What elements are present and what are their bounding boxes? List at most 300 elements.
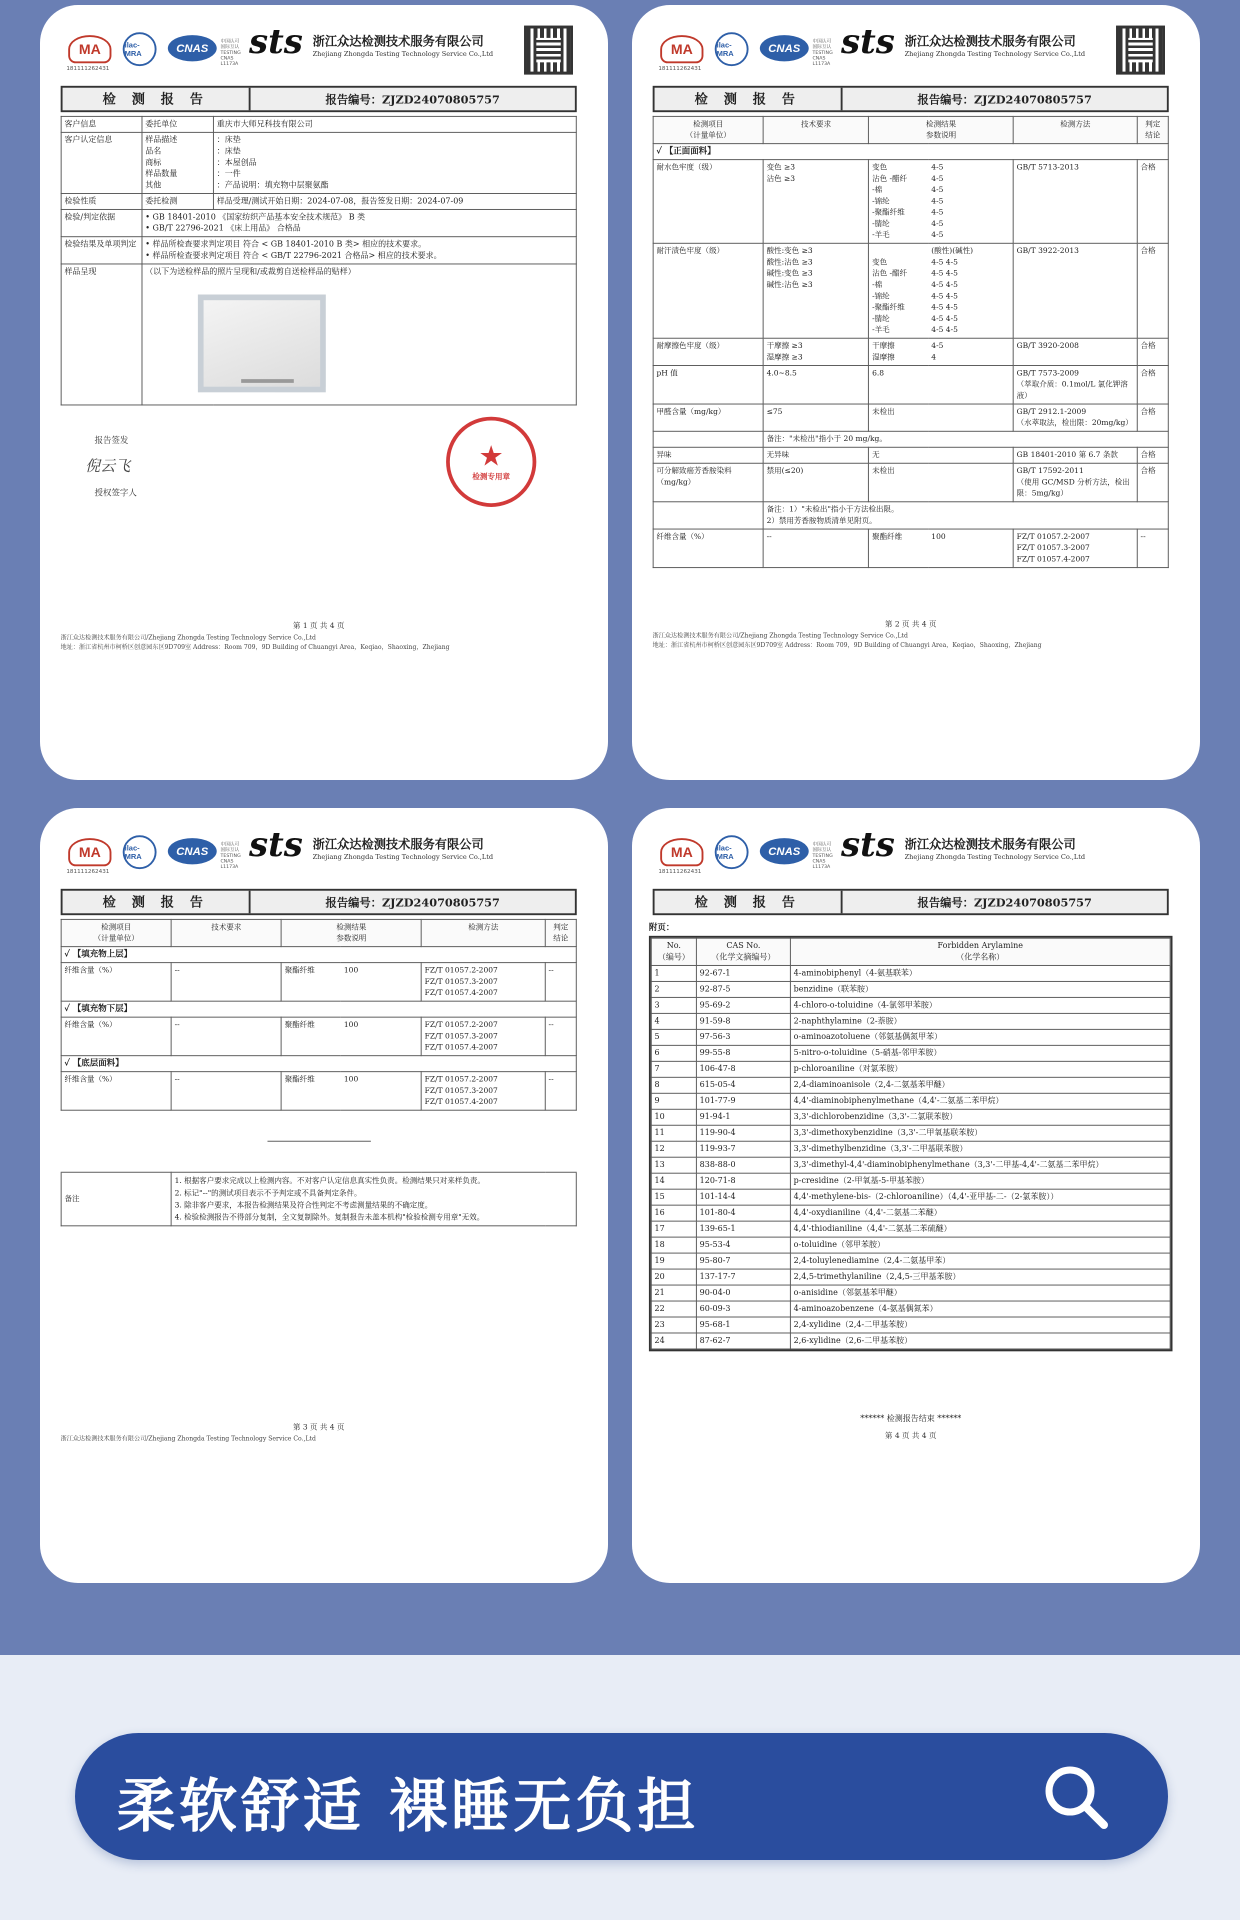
table-row — [651, 1109, 1170, 1125]
col-header: Forbidden Arylamine （化学名称） — [790, 938, 1170, 965]
arylamine-cas: 90-04-0 — [696, 1285, 790, 1301]
test-method: GB/T 7573-2009 （萃取介质：0.1mol/L 氯化钾溶液） — [1013, 365, 1137, 404]
report-page-3-card — [40, 808, 608, 1583]
section-row — [61, 1056, 576, 1072]
arylamine-cas: 91-94-1 — [696, 1109, 790, 1125]
report-title: 检 测 报 告 — [655, 891, 843, 914]
table-row — [61, 264, 576, 405]
result-label: 变色 沾色 -醋纤 -棉 -锦纶 -聚酯纤维 -腈纶 -羊毛 — [869, 160, 929, 244]
arylamine-cas: 99-55-8 — [696, 1045, 790, 1061]
arylamine-rows — [651, 965, 1170, 1349]
footer-company: 浙江众达检测技术服务有限公司/Zhejiang Zhongda Testing Technology Service Co.,Ltd — [652, 631, 908, 640]
verdict: 合格 — [1137, 447, 1168, 463]
table-row — [651, 1045, 1170, 1061]
test-requirement: 变色 ≥3 沾色 ≥3 — [763, 160, 869, 244]
report-page-4-card — [632, 808, 1200, 1583]
signature: 倪云飞 — [85, 457, 131, 475]
fiber-name: 聚酯纤维 — [281, 1072, 341, 1111]
test-method: GB/T 5713-2013 — [1013, 160, 1137, 244]
note-text: 备注：1）"未检出"指小于方法检出限。 2）禁用芳香胺物质清单见附页。 — [763, 502, 1168, 529]
report-header — [61, 825, 577, 885]
arylamine-cas: 95-53-4 — [696, 1237, 790, 1253]
cnas-subtext: 中国认可 国际互认 TESTING CNAS L1173A — [812, 841, 833, 871]
verdict: -- — [545, 1072, 576, 1111]
test-item: 异味 — [653, 447, 763, 463]
cma-logo: MA — [68, 35, 111, 63]
table-row — [61, 1017, 576, 1056]
company-name-cn: 浙江众达检测技术服务有限公司 — [312, 35, 484, 50]
arylamine-no: 17 — [651, 1221, 696, 1237]
remarks-row — [61, 1172, 576, 1226]
col-header: 检测项目 （计量单位） — [653, 116, 763, 143]
report-number: 报告编号：ZJZD24070805757 — [325, 895, 500, 910]
table-header-row — [61, 919, 576, 946]
table-row — [651, 1013, 1170, 1029]
test-method: GB/T 3920-2008 — [1013, 338, 1137, 365]
arylamine-cas: 106-47-8 — [696, 1061, 790, 1077]
company-name-en: Zhejiang Zhongda Testing Technology Service Co.,Ltd — [312, 853, 494, 861]
cnas-logo: CNAS — [760, 838, 809, 864]
table-row — [651, 981, 1170, 997]
footer-company: 浙江众达检测技术服务有限公司/Zhejiang Zhongda Testing Technology Service Co.,Ltd — [60, 1434, 316, 1443]
table-row — [651, 997, 1170, 1013]
test-item: 甲醛含量（mg/kg） — [653, 404, 763, 431]
arylamine-cas: 87-62-7 — [696, 1333, 790, 1349]
arylamine-cas: 92-67-1 — [696, 965, 790, 981]
row-value: （以下为送检样品的照片呈现和/或裁剪自送检样品的贴样） — [145, 267, 356, 277]
test-method: FZ/T 01057.2-2007 FZ/T 01057.3-2007 FZ/T 01057.4-2007 — [421, 1017, 545, 1056]
report-page-2-card — [632, 5, 1200, 780]
spacer-row — [61, 1110, 576, 1172]
arylamine-cas: 95-80-7 — [696, 1253, 790, 1269]
result-label: 干摩擦 湿摩擦 — [869, 338, 929, 365]
star-icon: ★ — [478, 439, 504, 473]
arylamine-cas: 119-90-4 — [696, 1125, 790, 1141]
company-name-cn: 浙江众达检测技术服务有限公司 — [312, 838, 484, 853]
test-item: 纤维含量（%） — [61, 1072, 171, 1111]
arylamine-name: o-toluidine（邻甲苯胺） — [790, 1237, 1170, 1253]
col-header: 检测项目 （计量单位） — [61, 919, 171, 946]
arylamine-no: 10 — [651, 1109, 696, 1125]
sts-logo: sts — [249, 824, 303, 865]
test-item: 可分解致癌芳香胺染料（mg/kg） — [653, 463, 763, 502]
row-value: 重庆市大师兄科技有限公司 — [213, 116, 576, 132]
row-label: 样品呈现 — [61, 264, 142, 405]
fiber-content-table — [61, 919, 577, 1226]
arylamine-name: 4,4'-methylene-bis-（2-chloroaniline）（4,4'-亚甲基-二-（2-氯苯胺）） — [790, 1189, 1170, 1205]
company-name-cn: 浙江众达检测技术服务有限公司 — [904, 838, 1076, 853]
arylamine-no: 3 — [651, 997, 696, 1013]
test-requirement: -- — [171, 963, 281, 1002]
arylamine-cas: 101-14-4 — [696, 1189, 790, 1205]
sts-logo: sts — [841, 824, 895, 865]
test-method: GB 18401-2010 第 6.7 条款 — [1013, 447, 1137, 463]
arylamine-name: p-cresidine（2-甲氧基-5-甲基苯胺） — [790, 1173, 1170, 1189]
table-row — [651, 1141, 1170, 1157]
row-key: 委托单位 — [142, 116, 213, 132]
verdict: -- — [1137, 529, 1168, 568]
page-number: 第 2 页 共 4 页 — [884, 619, 937, 629]
ilac-mra-logo: ilac-MRA — [123, 835, 157, 869]
test-requirement: 禁用(≤20) — [763, 463, 869, 502]
arylamine-name: 2,4-xylidine（2,4-二甲基苯胺） — [790, 1317, 1170, 1333]
cma-number: 181111262431 — [66, 868, 110, 875]
row-key: 委托检测 — [142, 193, 213, 209]
note-row — [653, 431, 1168, 447]
table-row — [653, 404, 1168, 431]
table-row — [653, 365, 1168, 404]
arylamine-name: 2,4-toluylenediamine（2,4-二氨基甲苯） — [790, 1253, 1170, 1269]
arylamine-table-frame — [649, 936, 1173, 1351]
table-row — [651, 1029, 1170, 1045]
row-label: 客户信息 — [61, 116, 142, 132]
col-header: 技术要求 — [171, 919, 281, 946]
arylamine-no: 18 — [651, 1237, 696, 1253]
test-requirement: 4.0~8.5 — [763, 365, 869, 404]
cnas-logo: CNAS — [168, 35, 217, 61]
report-title-bar — [61, 86, 577, 112]
row-key: 样品描述 品名 商标 样品数量 其他 — [142, 132, 213, 193]
arylamine-name: 3,3'-dimethylbenzidine（3,3'-二甲基联苯胺） — [790, 1141, 1170, 1157]
page-number: 第 1 页 共 4 页 — [292, 621, 345, 631]
result-value: 6.8 — [869, 365, 1014, 404]
note-row — [653, 502, 1168, 529]
table-row — [653, 463, 1168, 502]
cma-number: 181111262431 — [658, 868, 702, 875]
arylamine-name: 4-chloro-o-toluidine（4-氯邻甲苯胺） — [790, 997, 1170, 1013]
arylamine-no: 8 — [651, 1077, 696, 1093]
test-method: GB/T 3922-2013 — [1013, 243, 1137, 338]
company-name-cn: 浙江众达检测技术服务有限公司 — [904, 35, 1076, 50]
arylamine-name: 3,3'-dimethoxybenzidine（3,3'-二甲氧基联苯胺） — [790, 1125, 1170, 1141]
test-method: FZ/T 01057.2-2007 FZ/T 01057.3-2007 FZ/T 01057.4-2007 — [1013, 529, 1137, 568]
section-title: ✓ 【填充物上层】 — [61, 947, 576, 963]
arylamine-no: 11 — [651, 1125, 696, 1141]
arylamine-cas: 60-09-3 — [696, 1301, 790, 1317]
row-label: 检验性质 — [61, 193, 142, 209]
arylamine-cas: 95-69-2 — [696, 997, 790, 1013]
col-header: 检测方法 — [1013, 116, 1137, 143]
arylamine-table — [651, 938, 1171, 1350]
result-value: 未检出 — [869, 463, 1014, 502]
cma-number: 181111262431 — [66, 65, 110, 72]
verdict: 合格 — [1137, 160, 1168, 244]
arylamine-no: 24 — [651, 1333, 696, 1349]
fiber-value: 100 — [341, 1017, 421, 1056]
sts-logo: sts — [249, 21, 303, 62]
remark-label: 备注 — [61, 1172, 171, 1226]
test-requirement: 无异味 — [763, 447, 869, 463]
table-row — [651, 1157, 1170, 1173]
page-number: 第 4 页 共 4 页 — [884, 1431, 937, 1440]
col-header: 技术要求 — [763, 116, 869, 143]
section-row — [61, 947, 576, 963]
footer-address: 地址：浙江省杭州市柯桥区创意园东区9D709室 Address：Room 709，9D Building of Chuangyi Area，Keqiao，Shaoxing，Zhejiang — [60, 643, 450, 651]
table-row — [651, 1285, 1170, 1301]
row-label: 客户认定信息 — [61, 132, 142, 193]
search-bar[interactable] — [75, 1733, 1168, 1860]
report-header — [653, 22, 1169, 82]
test-results-table — [653, 116, 1169, 568]
fiber-value: 100 — [341, 963, 421, 1002]
result-value: 4-5 4 — [928, 338, 1013, 365]
section-row — [653, 144, 1168, 160]
arylamine-name: 5-nitro-o-toluidine（5-硝基-邻甲苯胺） — [790, 1045, 1170, 1061]
arylamine-no: 22 — [651, 1301, 696, 1317]
table-row — [61, 237, 576, 264]
test-method: GB/T 17592-2011 （使用 GC/MSD 分析方法，检出限：5mg/kg） — [1013, 463, 1137, 502]
sts-logo: sts — [841, 21, 895, 62]
fiber-name: 聚酯纤维 — [281, 1017, 341, 1056]
table-row — [651, 1317, 1170, 1333]
cnas-logo: CNAS — [168, 838, 217, 864]
arylamine-name: 2,4-diaminoanisole（2,4-二氨基苯甲醚） — [790, 1077, 1170, 1093]
test-item: 耐汗渍色牢度（级） — [653, 243, 763, 338]
qr-code-icon — [1116, 26, 1165, 75]
sample-photo — [198, 295, 326, 393]
arylamine-cas: 92-87-5 — [696, 981, 790, 997]
table-row — [651, 1077, 1170, 1093]
col-header: No. （编号） — [651, 938, 696, 965]
arylamine-cas: 139-65-1 — [696, 1221, 790, 1237]
table-row — [61, 132, 576, 193]
verdict: 合格 — [1137, 404, 1168, 431]
report-page-1-card — [40, 5, 608, 780]
col-header: CAS No. （化学文摘编号） — [696, 938, 790, 965]
col-header: 判定 结论 — [545, 919, 576, 946]
verdict: -- — [545, 963, 576, 1002]
table-row — [653, 243, 1168, 338]
report-number: 报告编号：ZJZD24070805757 — [325, 92, 500, 107]
arylamine-cas: 101-77-9 — [696, 1093, 790, 1109]
table-row — [651, 1205, 1170, 1221]
test-item: 纤维含量（%） — [61, 1017, 171, 1056]
report-title: 检 测 报 告 — [63, 88, 251, 111]
arylamine-no: 7 — [651, 1061, 696, 1077]
cma-logo: MA — [68, 838, 111, 866]
arylamine-no: 14 — [651, 1173, 696, 1189]
test-item: 纤维含量（%） — [653, 529, 763, 568]
search-bar-text: 柔软舒适 裸睡无负担 — [117, 1772, 700, 1840]
table-row — [651, 1189, 1170, 1205]
arylamine-name: o-anisidine（邻氨基苯甲醚） — [790, 1285, 1170, 1301]
report-end-text: ****** 检测报告结束 ****** — [860, 1414, 962, 1424]
test-requirement: -- — [763, 529, 869, 568]
arylamine-name: 4,4'-oxydianiline（4,4'-二氨基二苯醚） — [790, 1205, 1170, 1221]
cma-logo: MA — [660, 838, 703, 866]
arylamine-no: 5 — [651, 1029, 696, 1045]
report-title-bar — [61, 889, 577, 915]
arylamine-name: 2,6-xylidine（2,6-二甲基苯胺） — [790, 1333, 1170, 1349]
table-row — [61, 1072, 576, 1111]
note-text: 备注："未检出"指小于 20 mg/kg。 — [763, 431, 1168, 447]
arylamine-no: 12 — [651, 1141, 696, 1157]
col-header: 检测结果 参数说明 — [281, 919, 421, 946]
remark-text: 1. 根据客户要求完成以上检测内容。不对客户认定信息真实性负责。检测结果只对来样负责。 2. 标记"--"的测试项目表示不予判定或不具备判定条件。 3. 除非客户要求，本报告检测结果及符合性判定不考虑测量结果的不确定度。 4. 检验检测报告不得部分复制，全文复制除外。复制报告未盖本机构"检验检测专用章"无效。 — [171, 1172, 576, 1226]
sample-cell — [142, 264, 576, 405]
arylamine-no: 20 — [651, 1269, 696, 1285]
section-title: ✓ 【正面面料】 — [653, 144, 1168, 160]
row-label: 检验/判定依据 — [61, 209, 142, 236]
arylamine-name: 4,4'-thiodianiline（4,4'-二氨基二苯硫醚） — [790, 1221, 1170, 1237]
verdict: 合格 — [1137, 365, 1168, 404]
arylamine-cas: 137-17-7 — [696, 1269, 790, 1285]
table-row — [653, 160, 1168, 244]
test-method: GB/T 2912.1-2009 （水萃取法，检出限：20mg/kg） — [1013, 404, 1137, 431]
test-item: 耐水色牢度（级） — [653, 160, 763, 244]
result-value: 无 — [869, 447, 1014, 463]
footer-address: 地址：浙江省杭州市柯桥区创意园东区9D709室 Address：Room 709，9D Building of Chuangyi Area，Keqiao，Shaoxing，Zhejiang — [652, 641, 1042, 649]
company-name-en: Zhejiang Zhongda Testing Technology Service Co.,Ltd — [312, 50, 494, 58]
inspection-seal — [446, 417, 536, 507]
arylamine-no: 6 — [651, 1045, 696, 1061]
company-name-en: Zhejiang Zhongda Testing Technology Service Co.,Ltd — [904, 50, 1086, 58]
table-row — [653, 529, 1168, 568]
arylamine-no: 21 — [651, 1285, 696, 1301]
table-row — [651, 1333, 1170, 1349]
table-row — [651, 1061, 1170, 1077]
arylamine-name: p-chloroaniline（对氯苯胺） — [790, 1061, 1170, 1077]
report-number: 报告编号：ZJZD24070805757 — [917, 895, 1092, 910]
table-row — [651, 1301, 1170, 1317]
arylamine-cas: 95-68-1 — [696, 1317, 790, 1333]
arylamine-cas: 119-93-7 — [696, 1141, 790, 1157]
table-row — [653, 338, 1168, 365]
report-header — [61, 22, 577, 82]
row-value: • 样品所检查要求判定项目 符合 < GB 18401-2010 B 类> 相应的技术要求。 • 样品所检查要求判定项目 符合 < GB/T 22796-2021 合格品> 相应的技术要求。 — [142, 237, 576, 264]
arylamine-name: 3,3'-dichlorobenzidine（3,3'-二氯联苯胺） — [790, 1109, 1170, 1125]
result-label: 聚酯纤维 — [869, 529, 929, 568]
ilac-mra-logo: ilac-MRA — [123, 32, 157, 66]
arylamine-no: 19 — [651, 1253, 696, 1269]
report-number: 报告编号：ZJZD24070805757 — [917, 92, 1092, 107]
cnas-subtext: 中国认可 国际互认 TESTING CNAS L1173A — [220, 38, 241, 68]
ilac-mra-logo: ilac-MRA — [715, 835, 749, 869]
cnas-logo: CNAS — [760, 35, 809, 61]
arylamine-name: 2,4,5-trimethylaniline（2,4,5-三甲基苯胺） — [790, 1269, 1170, 1285]
table-row — [651, 1093, 1170, 1109]
test-item: 纤维含量（%） — [61, 963, 171, 1002]
row-label: 检验结果及单项判定 — [61, 237, 142, 264]
arylamine-name: 4-aminobiphenyl（4-氨基联苯） — [790, 965, 1170, 981]
seal-text: 检测专用章 — [472, 471, 510, 481]
table-row — [651, 1173, 1170, 1189]
table-row — [61, 963, 576, 1002]
table-row — [651, 965, 1170, 981]
arylamine-no: 16 — [651, 1205, 696, 1221]
verdict: 合格 — [1137, 338, 1168, 365]
test-requirement: ≤75 — [763, 404, 869, 431]
appendix-label: 附页： — [648, 923, 675, 934]
arylamine-no: 1 — [651, 965, 696, 981]
divider — [267, 1141, 370, 1142]
client-info-table — [61, 116, 577, 406]
arylamine-no: 15 — [651, 1189, 696, 1205]
arylamine-name: 2-naphthylamine（2-萘胺） — [790, 1013, 1170, 1029]
arylamine-no: 2 — [651, 981, 696, 997]
arylamine-no: 13 — [651, 1157, 696, 1173]
test-item: 耐摩擦色牢度（级） — [653, 338, 763, 365]
result-label: 变色 沾色 -醋纤 -棉 -锦纶 -聚酯纤维 -腈纶 -羊毛 — [869, 243, 929, 338]
cma-logo: MA — [660, 35, 703, 63]
verdict: -- — [545, 1017, 576, 1056]
report-title-bar — [653, 86, 1169, 112]
arylamine-name: 4-aminoazobenzene（4-氨基偶氮苯） — [790, 1301, 1170, 1317]
col-header: 检测结果 参数说明 — [869, 116, 1014, 143]
fiber-name: 聚酯纤维 — [281, 963, 341, 1002]
result-value: 未检出 — [869, 404, 1014, 431]
section-row — [61, 1001, 576, 1017]
test-requirement: 干摩擦 ≥3 湿摩擦 ≥3 — [763, 338, 869, 365]
table-header-row — [651, 938, 1170, 965]
result-value: 100 — [928, 529, 1013, 568]
table-header-row — [653, 116, 1168, 143]
page-number: 第 3 页 共 4 页 — [292, 1422, 345, 1432]
table-row — [651, 1269, 1170, 1285]
table-row — [651, 1253, 1170, 1269]
row-value: ：床垫 ：床垫 ：本屋创品 ：一件 ：产品说明：填充物中层聚氨酯 — [213, 132, 576, 193]
ilac-mra-logo: ilac-MRA — [715, 32, 749, 66]
cnas-subtext: 中国认可 国际互认 TESTING CNAS L1173A — [812, 38, 833, 68]
sign-label: 报告签发 — [94, 436, 129, 446]
qr-code-icon — [524, 26, 573, 75]
test-method: FZ/T 01057.2-2007 FZ/T 01057.3-2007 FZ/T 01057.4-2007 — [421, 963, 545, 1002]
arylamine-no: 23 — [651, 1317, 696, 1333]
table-row — [651, 1125, 1170, 1141]
table-row — [61, 209, 576, 236]
row-value: 样品受理/测试开始日期：2024-07-08，报告签发日期：2024-07-09 — [213, 193, 576, 209]
row-value: • GB 18401-2010 《国家纺织产品基本安全技术规范》 B 类 • GB/T 22796-2021 《床上用品》 合格品 — [142, 209, 576, 236]
search-icon[interactable] — [1040, 1761, 1112, 1833]
signer-label: 授权签字人 — [94, 489, 137, 499]
arylamine-cas: 615-05-4 — [696, 1077, 790, 1093]
arylamine-cas: 101-80-4 — [696, 1205, 790, 1221]
verdict: 合格 — [1137, 463, 1168, 502]
section-title: ✓ 【填充物下层】 — [61, 1001, 576, 1017]
col-header: 检测方法 — [421, 919, 545, 946]
report-title: 检 测 报 告 — [655, 88, 843, 111]
fiber-value: 100 — [341, 1072, 421, 1111]
test-requirement: -- — [171, 1072, 281, 1111]
result-value: 4-5 4-5 4-5 4-5 4-5 4-5 4-5 — [928, 160, 1013, 244]
cma-number: 181111262431 — [658, 65, 702, 72]
table-row — [61, 193, 576, 209]
cnas-subtext: 中国认可 国际互认 TESTING CNAS L1173A — [220, 841, 241, 871]
test-requirement: 酸性:变色 ≥3 酸性:沾色 ≥3 碱性:变色 ≥3 碱性:沾色 ≥3 — [763, 243, 869, 338]
verdict: 合格 — [1137, 243, 1168, 338]
arylamine-cas: 91-59-8 — [696, 1013, 790, 1029]
result-value: (酸性)(碱性) 4-5 4-5 4-5 4-5 4-5 4-5 4-5 4-5 4-5 4-5 4-5 4-5 4-5 4-5 — [928, 243, 1013, 338]
section-title: ✓ 【底层面料】 — [61, 1056, 576, 1072]
table-row — [653, 447, 1168, 463]
test-method: FZ/T 01057.2-2007 FZ/T 01057.3-2007 FZ/T 01057.4-2007 — [421, 1072, 545, 1111]
arylamine-cas: 838-88-0 — [696, 1157, 790, 1173]
arylamine-no: 9 — [651, 1093, 696, 1109]
report-title-bar — [653, 889, 1169, 915]
arylamine-name: o-aminoazotoluene（邻氨基偶氮甲苯） — [790, 1029, 1170, 1045]
arylamine-name: 3,3'-dimethyl-4,4'-diaminobiphenylmethane（3,3'-二甲基-4,4'-二氨基二苯甲烷） — [790, 1157, 1170, 1173]
footer-company: 浙江众达检测技术服务有限公司/Zhejiang Zhongda Testing Technology Service Co.,Ltd — [60, 633, 316, 642]
report-title: 检 测 报 告 — [63, 891, 251, 914]
arylamine-cas: 97-56-3 — [696, 1029, 790, 1045]
table-row — [61, 116, 576, 132]
report-header — [653, 825, 1169, 885]
test-requirement: -- — [171, 1017, 281, 1056]
table-row — [651, 1237, 1170, 1253]
table-row — [651, 1221, 1170, 1237]
arylamine-no: 4 — [651, 1013, 696, 1029]
col-header: 判定 结论 — [1137, 116, 1168, 143]
